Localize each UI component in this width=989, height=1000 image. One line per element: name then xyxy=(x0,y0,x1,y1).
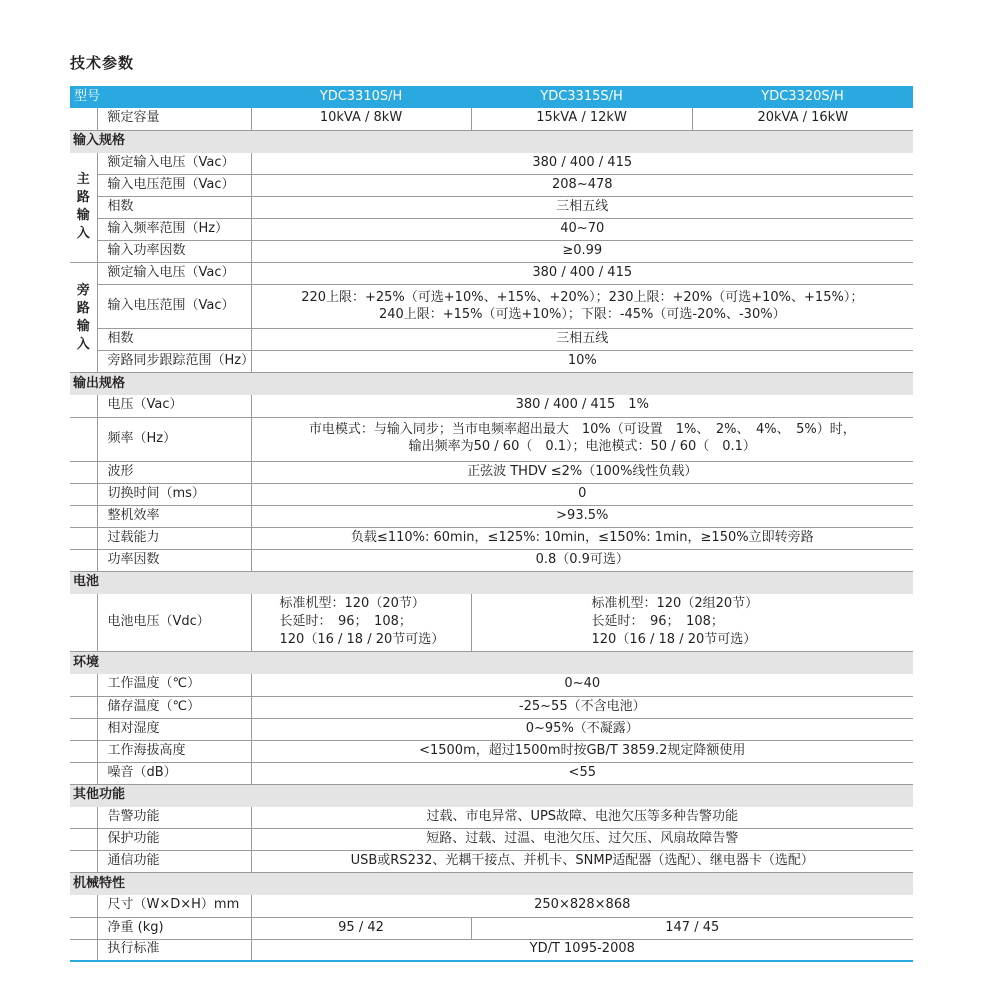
row-label: 相数 xyxy=(97,329,251,351)
table-row xyxy=(70,175,913,197)
table-row xyxy=(70,762,913,784)
row-label: 保护功能 xyxy=(97,829,251,851)
row-label: 工作海拔高度 xyxy=(97,740,251,762)
row-value: 147 / 45 xyxy=(471,917,913,939)
row-value: 10kVA / 8kW xyxy=(251,108,471,130)
table-row xyxy=(70,674,913,696)
table-row xyxy=(70,417,913,461)
row-value: 380 / 400 / 415 xyxy=(251,263,913,285)
section-title: 其他功能 xyxy=(70,784,913,807)
row-label: 相对湿度 xyxy=(97,718,251,740)
table-row xyxy=(70,461,913,483)
row-label: 相数 xyxy=(97,197,251,219)
row-value: 短路、过载、过温、电池欠压、过欠压、风扇故障告警 xyxy=(251,829,913,851)
model-name: YDC3320S/H xyxy=(692,86,913,108)
row-label: 储存温度（℃） xyxy=(97,696,251,718)
section-header xyxy=(70,873,913,896)
row-value: 0~95%（不凝露） xyxy=(251,718,913,740)
table-row xyxy=(70,108,913,130)
section-header xyxy=(70,652,913,675)
row-label: 执行标准 xyxy=(97,939,251,961)
row-label: 旁路同步跟踪范围（Hz） xyxy=(97,351,251,373)
table-row xyxy=(70,718,913,740)
row-label: 电压（Vac） xyxy=(97,395,251,417)
row-value: 220上限：+25%（可选+10%、+15%、+20%）；230上限：+20%（可选+10%、+15%）； 240上限：+15%（可选+10%）；下限：-45%（可选-20%、-30%） xyxy=(251,285,913,329)
row-value: 380 / 400 / 415 xyxy=(251,153,913,175)
side-label-main-input: 主 路 输 入 xyxy=(70,153,97,263)
table-row xyxy=(70,219,913,241)
row-value: 15kVA / 12kW xyxy=(471,108,692,130)
row-label: 波形 xyxy=(97,461,251,483)
row-value: ≥0.99 xyxy=(251,241,913,263)
table-row xyxy=(70,395,913,417)
table-row xyxy=(70,329,913,351)
row-value: 三相五线 xyxy=(251,329,913,351)
row-label: 功率因数 xyxy=(97,549,251,571)
page-title: 技术参数 xyxy=(70,54,135,72)
row-value: <1500m，超过1500m时按GB/T 3859.2规定降额使用 xyxy=(251,740,913,762)
header-row xyxy=(70,86,913,108)
row-value: 0.8（0.9可选） xyxy=(251,549,913,571)
row-label: 输入电压范围（Vac） xyxy=(97,285,251,329)
row-label: 电池电压（Vdc） xyxy=(97,594,251,652)
table-row xyxy=(70,939,913,961)
section-title: 环境 xyxy=(70,652,913,675)
row-label: 整机效率 xyxy=(97,505,251,527)
battery-left-value: 标准机型：120（20节） 长延时： 96； 108； 120（16 / 18 / 20节可选） xyxy=(251,594,471,652)
row-label: 通信功能 xyxy=(97,851,251,873)
table-row xyxy=(70,549,913,571)
section-title: 输入规格 xyxy=(70,130,913,153)
row-value: 95 / 42 xyxy=(251,917,471,939)
row-label: 告警功能 xyxy=(97,807,251,829)
table-row xyxy=(70,351,913,373)
table-row xyxy=(70,505,913,527)
row-value: >93.5% xyxy=(251,505,913,527)
section-header xyxy=(70,784,913,807)
row-value: -25~55（不含电池） xyxy=(251,696,913,718)
battery-right-value: 标准机型：120（2组20节） 长延时： 96； 108； 120（16 / 18 / 20节可选） xyxy=(471,594,913,652)
row-value: 40~70 xyxy=(251,219,913,241)
table-row xyxy=(70,917,913,939)
row-value: YD/T 1095-2008 xyxy=(251,939,913,961)
row-value: <55 xyxy=(251,762,913,784)
table-row xyxy=(70,527,913,549)
table-row xyxy=(70,241,913,263)
row-label: 切换时间（ms） xyxy=(97,483,251,505)
row-value: 过载、市电异常、UPS故障、电池欠压等多种告警功能 xyxy=(251,807,913,829)
row-label: 频率（Hz） xyxy=(97,417,251,461)
table-row xyxy=(70,740,913,762)
spec-table xyxy=(70,86,913,962)
row-value: 208~478 xyxy=(251,175,913,197)
row-label: 尺寸（W×D×H）mm xyxy=(97,895,251,917)
row-label: 工作温度（℃） xyxy=(97,674,251,696)
section-header xyxy=(70,571,913,594)
row-label: 额定输入电压（Vac） xyxy=(97,263,251,285)
section-title: 机械特性 xyxy=(70,873,913,896)
row-value: 20kVA / 16kW xyxy=(692,108,913,130)
table-row xyxy=(70,483,913,505)
table-row xyxy=(70,594,913,652)
row-value: 0~40 xyxy=(251,674,913,696)
row-value: 250×828×868 xyxy=(251,895,913,917)
section-header xyxy=(70,373,913,396)
section-header xyxy=(70,130,913,153)
row-value: 负载≤110%: 60min，≤125%: 10min，≤150%: 1min，≥150%立即转旁路 xyxy=(251,527,913,549)
row-label: 额定容量 xyxy=(97,108,251,130)
section-title: 输出规格 xyxy=(70,373,913,396)
table-row xyxy=(70,263,913,285)
row-label: 噪音（dB） xyxy=(97,762,251,784)
row-value: 380 / 400 / 415 1% xyxy=(251,395,913,417)
model-label: 型号 xyxy=(70,86,251,108)
row-label: 过载能力 xyxy=(97,527,251,549)
row-label: 输入频率范围（Hz） xyxy=(97,219,251,241)
table-row xyxy=(70,285,913,329)
row-value: USB或RS232、光耦干接点、并机卡、SNMP适配器（选配）、继电器卡（选配） xyxy=(251,851,913,873)
row-value: 10% xyxy=(251,351,913,373)
model-name: YDC3310S/H xyxy=(251,86,471,108)
row-value: 0 xyxy=(251,483,913,505)
table-row xyxy=(70,895,913,917)
table-row xyxy=(70,807,913,829)
row-value: 三相五线 xyxy=(251,197,913,219)
row-label: 输入功率因数 xyxy=(97,241,251,263)
row-label: 输入电压范围（Vac） xyxy=(97,175,251,197)
table-row xyxy=(70,153,913,175)
row-label: 净重 (kg) xyxy=(97,917,251,939)
table-row xyxy=(70,197,913,219)
row-value: 正弦波 THDV ≤2%（100%线性负载） xyxy=(251,461,913,483)
section-title: 电池 xyxy=(70,571,913,594)
table-row xyxy=(70,829,913,851)
row-value: 市电模式：与输入同步；当市电频率超出最大 10%（可设置 1%、 2%、 4%、 5%）时， 输出频率为50 / 60（ 0.1）；电池模式：50 / 60（ 0.1） xyxy=(251,417,913,461)
table-row xyxy=(70,696,913,718)
model-name: YDC3315S/H xyxy=(471,86,692,108)
row-label: 额定输入电压（Vac） xyxy=(97,153,251,175)
side-label-bypass-input: 旁 路 输 入 xyxy=(70,263,97,373)
table-row xyxy=(70,851,913,873)
